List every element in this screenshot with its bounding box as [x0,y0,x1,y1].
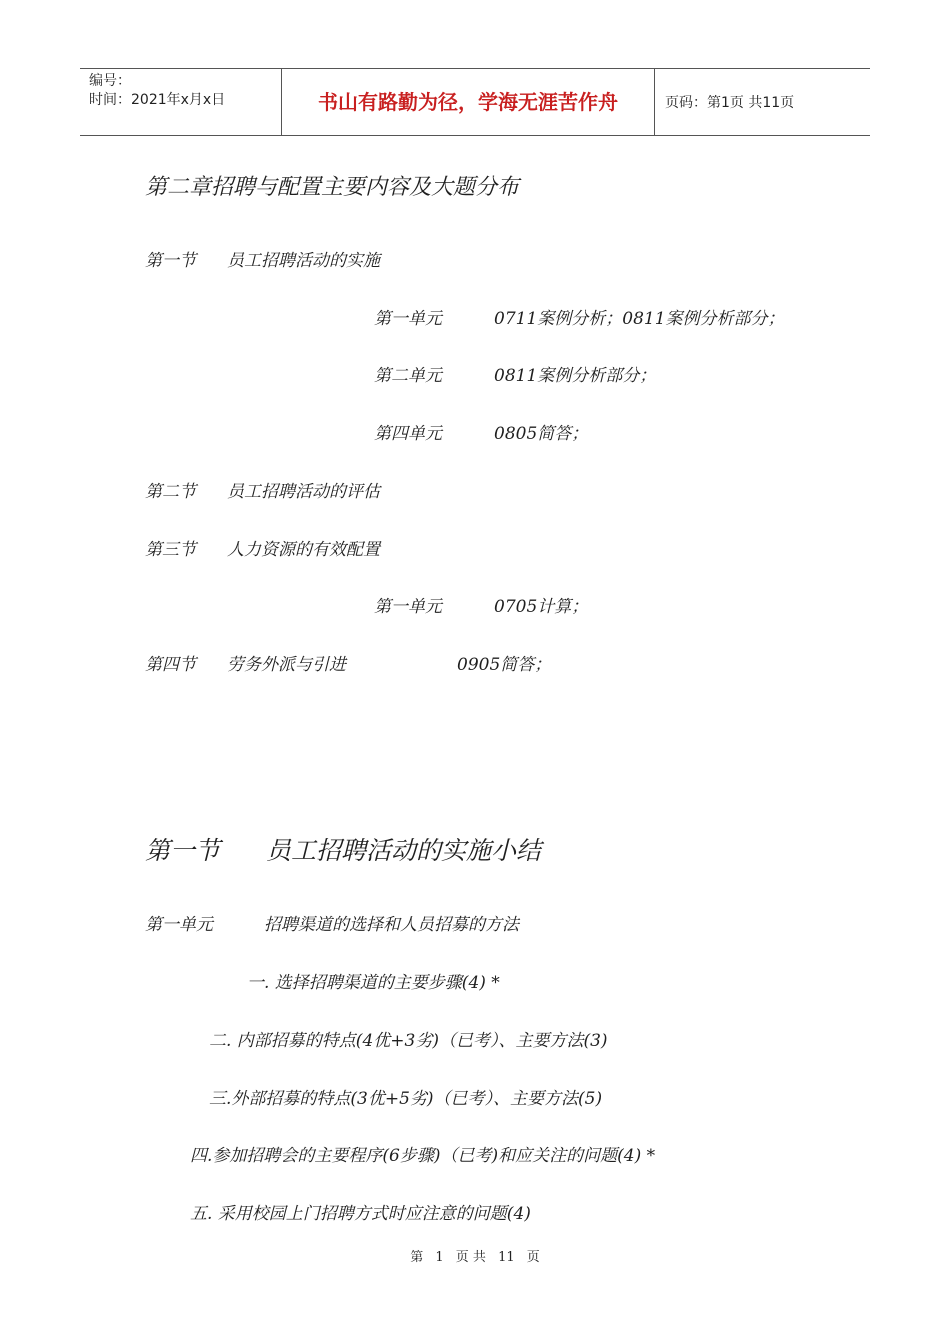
summary-unit-label: 第一单元 [145,915,213,935]
footer-page-total: 11 [498,1250,515,1265]
unit-note: 0705计算； [494,597,589,617]
header-motto: 书山有路勤为径，学海无涯苦作舟 [281,69,655,135]
section-label: 第一节 [145,251,196,271]
unit-label: 第一单元 [374,597,442,617]
summary-section-title: 员工招聘活动的实施小结 [266,836,542,865]
summary-item: 二. 内部招募的特点(4优+3劣)（已考）、主要方法(3) [209,1031,608,1051]
section-label: 第二节 [145,482,196,502]
summary-item: 五. 采用校园上门招聘方式时应注意的问题(4) [190,1204,531,1224]
summary-item: 三.外部招募的特点(3优+5劣)（已考）、主要方法(5) [209,1089,603,1109]
footer-page-mid: 页 共 [455,1250,486,1265]
unit-label: 第二单元 [374,366,442,386]
unit-note: 0811案例分析部分； [494,366,657,386]
page-header [80,68,870,136]
summary-unit-title: 招聘渠道的选择和人员招募的方法 [264,915,519,935]
footer-page-prefix: 第 [410,1250,424,1265]
section-title: 人力资源的有效配置 [227,540,380,560]
section-note: 0905简答； [457,655,552,675]
footer-page-suffix: 页 [526,1250,540,1265]
chapter-title: 第二章招聘与配置主要内容及大题分布 [145,175,520,200]
page-footer [0,1246,950,1265]
summary-item: 一. 选择招聘渠道的主要步骤(4) * [247,973,500,993]
header-time-label: 时间：2021年x月x日 [89,92,226,108]
summary-section-label: 第一节 [145,836,221,865]
unit-label: 第四单元 [374,424,442,444]
summary-item: 四.参加招聘会的主要程序(6步骤)（已考)和应关注的问题(4) * [190,1146,656,1166]
header-number-label: 编号： [89,73,131,89]
footer-page-current: 1 [435,1250,444,1265]
section-title: 劳务外派与引进 [227,655,346,675]
section-label: 第三节 [145,540,196,560]
unit-note: 0711案例分析；0811案例分析部分； [494,309,785,329]
unit-note: 0805简答； [494,424,589,444]
header-meta [80,69,281,135]
section-title: 员工招聘活动的实施 [227,251,380,271]
header-page-info: 页码：第1页 共11页 [665,95,795,111]
section-title: 员工招聘活动的评估 [227,482,380,502]
section-label: 第四节 [145,655,196,675]
unit-label: 第一单元 [374,309,442,329]
